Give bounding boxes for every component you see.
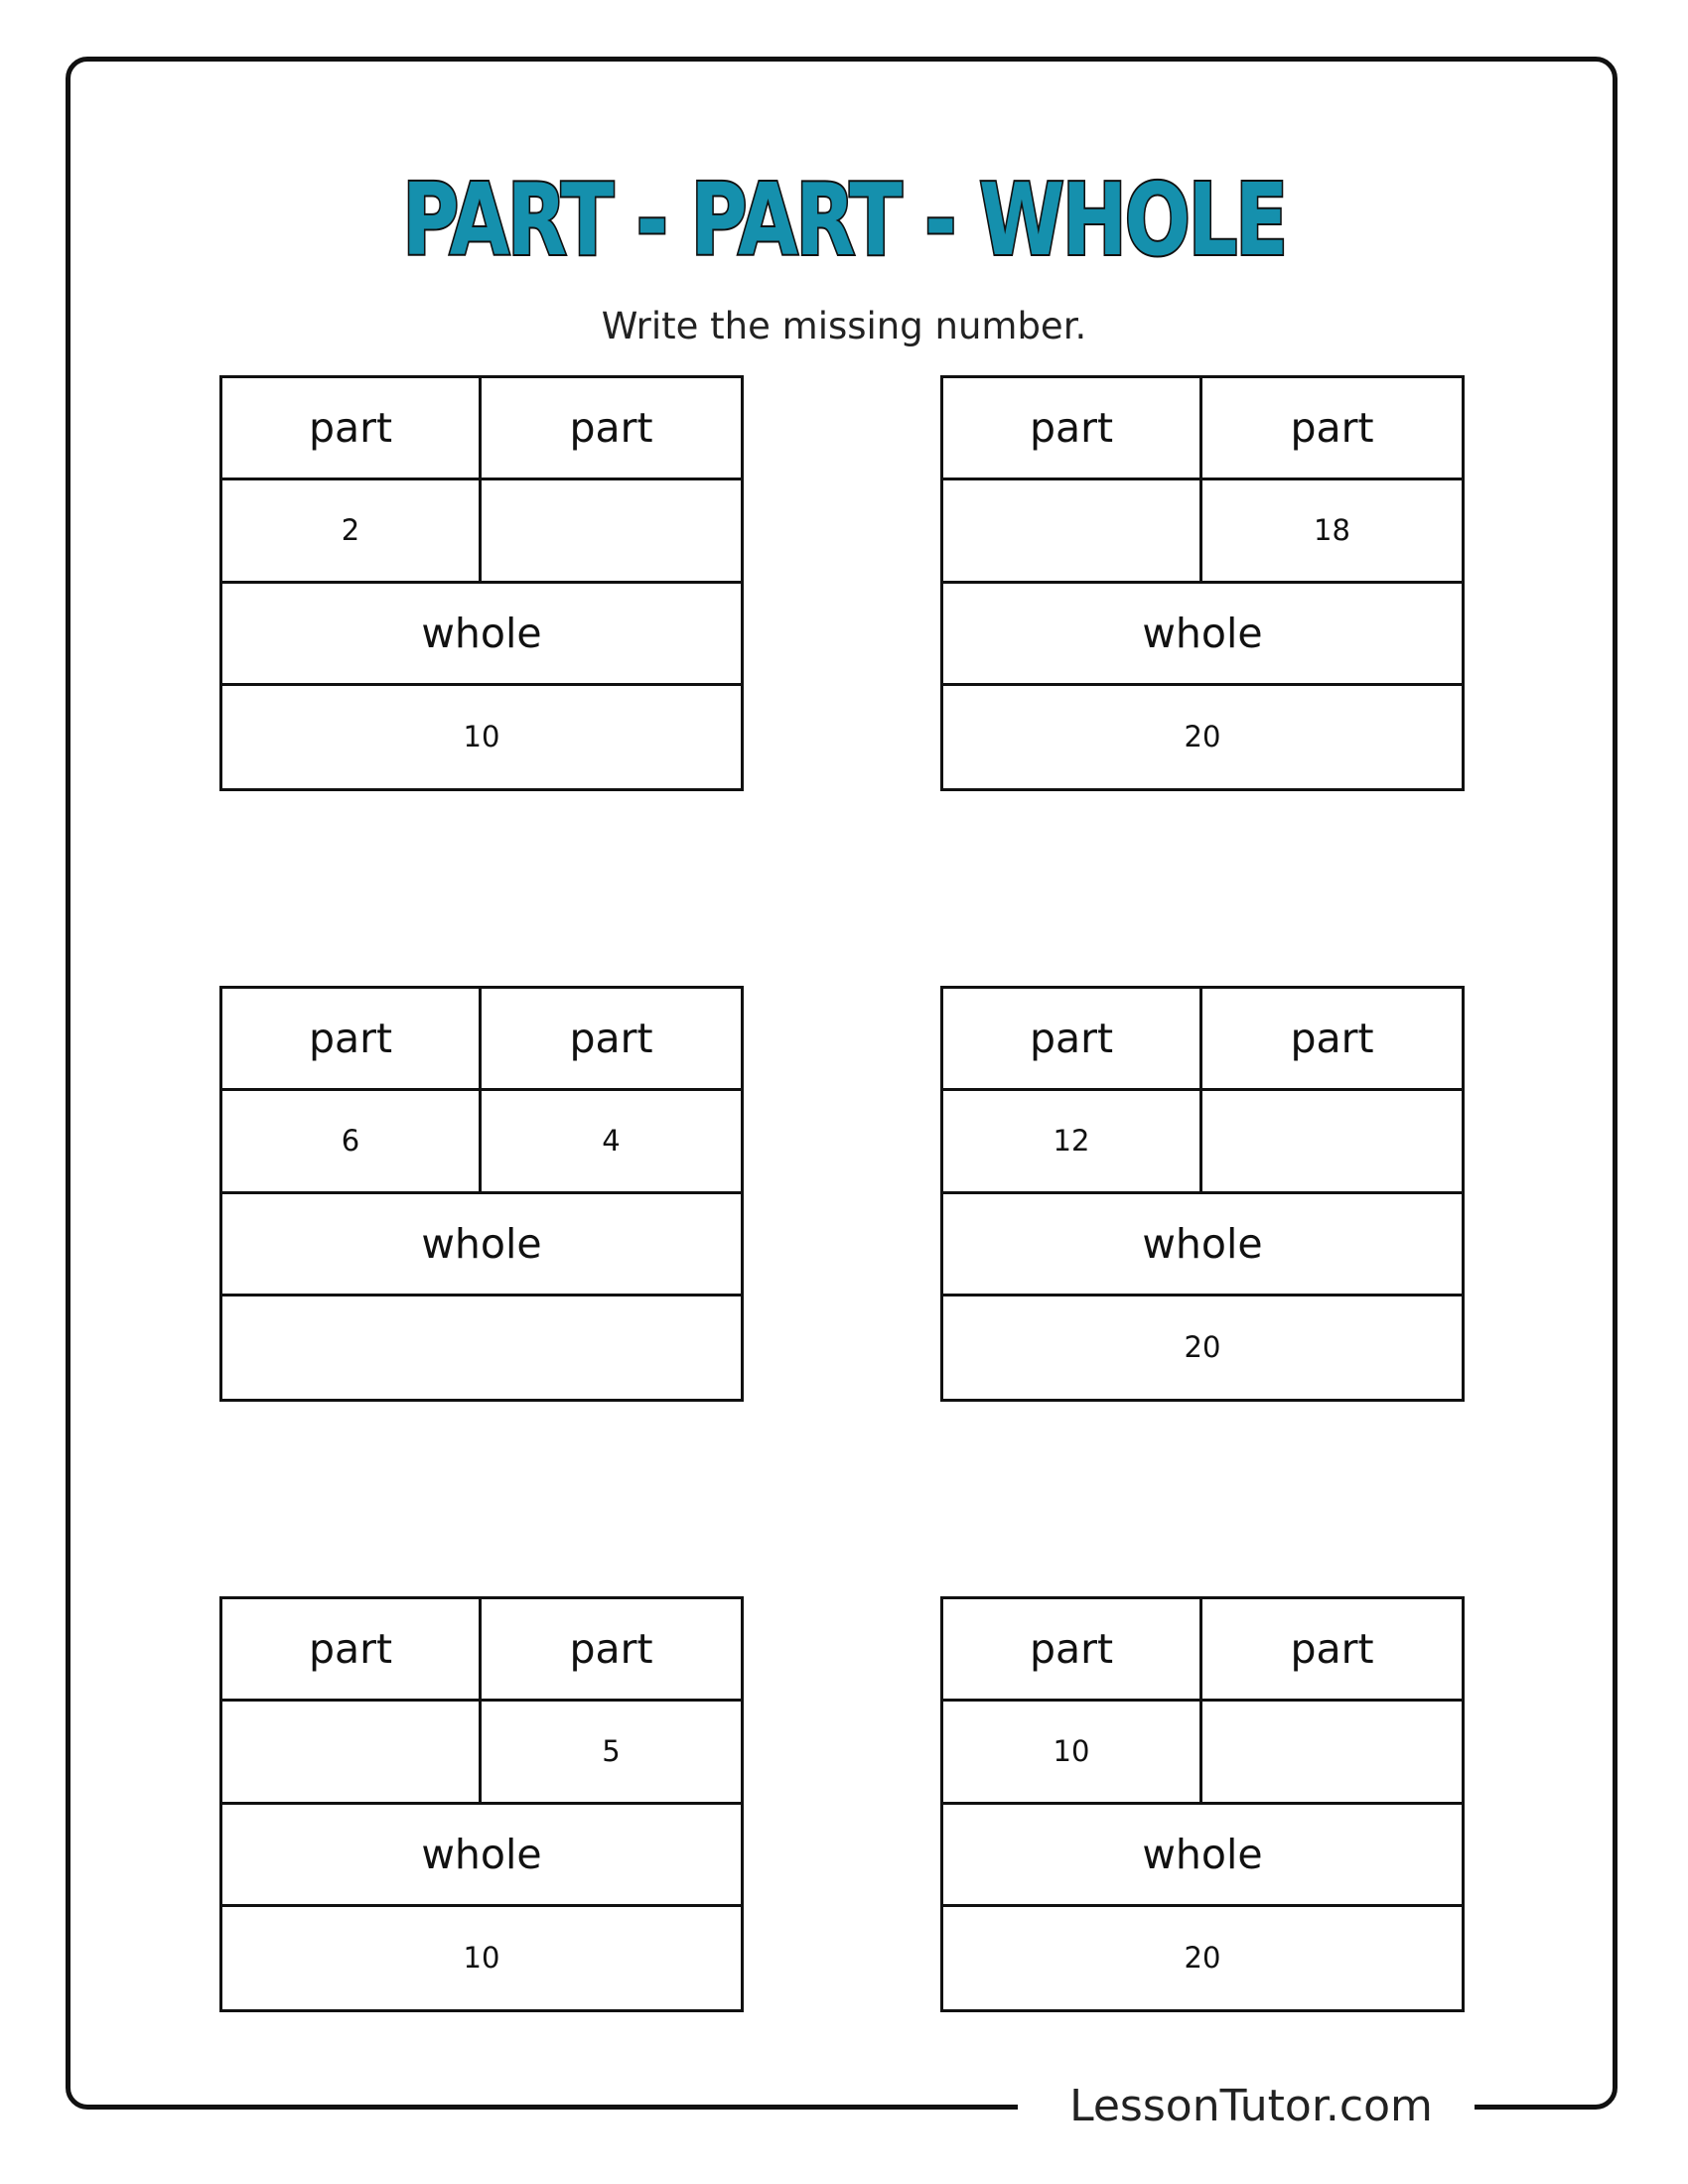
whole-value[interactable]: 20 [1184, 1941, 1221, 1976]
part-part-whole-table [219, 986, 744, 1402]
footer-site-name: LessonTutor.com [1069, 2081, 1433, 2131]
instructions: Write the missing number. [601, 305, 1087, 347]
part-a-value[interactable]: 12 [943, 1091, 1202, 1193]
whole-value[interactable]: 10 [463, 1941, 500, 1976]
part-a-value[interactable] [943, 480, 1202, 583]
whole-label: whole [222, 1194, 741, 1297]
whole-label: whole [222, 1805, 741, 1907]
part-label: part [943, 1599, 1202, 1702]
part-label: part [1202, 989, 1462, 1091]
part-part-whole-table [219, 375, 744, 791]
part-b-value[interactable]: 18 [1202, 480, 1462, 583]
part-part-whole-table [940, 986, 1465, 1402]
whole-label: whole [943, 1194, 1462, 1297]
whole-value[interactable] [222, 1297, 741, 1399]
whole-value[interactable]: 20 [1184, 1330, 1221, 1365]
part-label: part [1202, 1599, 1462, 1702]
page-title: PART - PART - WHOLE [402, 162, 1286, 278]
part-label: part [222, 1599, 482, 1702]
part-label: part [943, 989, 1202, 1091]
part-part-whole-table [940, 375, 1465, 791]
part-part-whole-table [219, 1596, 744, 2012]
part-a-value[interactable]: 10 [943, 1702, 1202, 1804]
part-label: part [482, 1599, 741, 1702]
part-label: part [1202, 378, 1462, 480]
part-b-value[interactable]: 4 [482, 1091, 741, 1193]
part-a-value[interactable]: 6 [222, 1091, 482, 1193]
part-b-value[interactable]: 5 [482, 1702, 741, 1804]
part-b-value[interactable] [482, 480, 741, 583]
part-label: part [482, 989, 741, 1091]
whole-value[interactable]: 20 [1184, 720, 1221, 754]
part-a-value[interactable] [222, 1702, 482, 1804]
part-part-whole-table [940, 1596, 1465, 2012]
part-label: part [222, 989, 482, 1091]
part-label: part [222, 378, 482, 480]
part-a-value[interactable]: 2 [222, 480, 482, 583]
whole-label: whole [222, 584, 741, 686]
whole-label: whole [943, 584, 1462, 686]
part-b-value[interactable] [1202, 1091, 1462, 1193]
part-b-value[interactable] [1202, 1702, 1462, 1804]
whole-value[interactable]: 10 [463, 720, 500, 754]
whole-label: whole [943, 1805, 1462, 1907]
part-label: part [482, 378, 741, 480]
part-label: part [943, 378, 1202, 480]
